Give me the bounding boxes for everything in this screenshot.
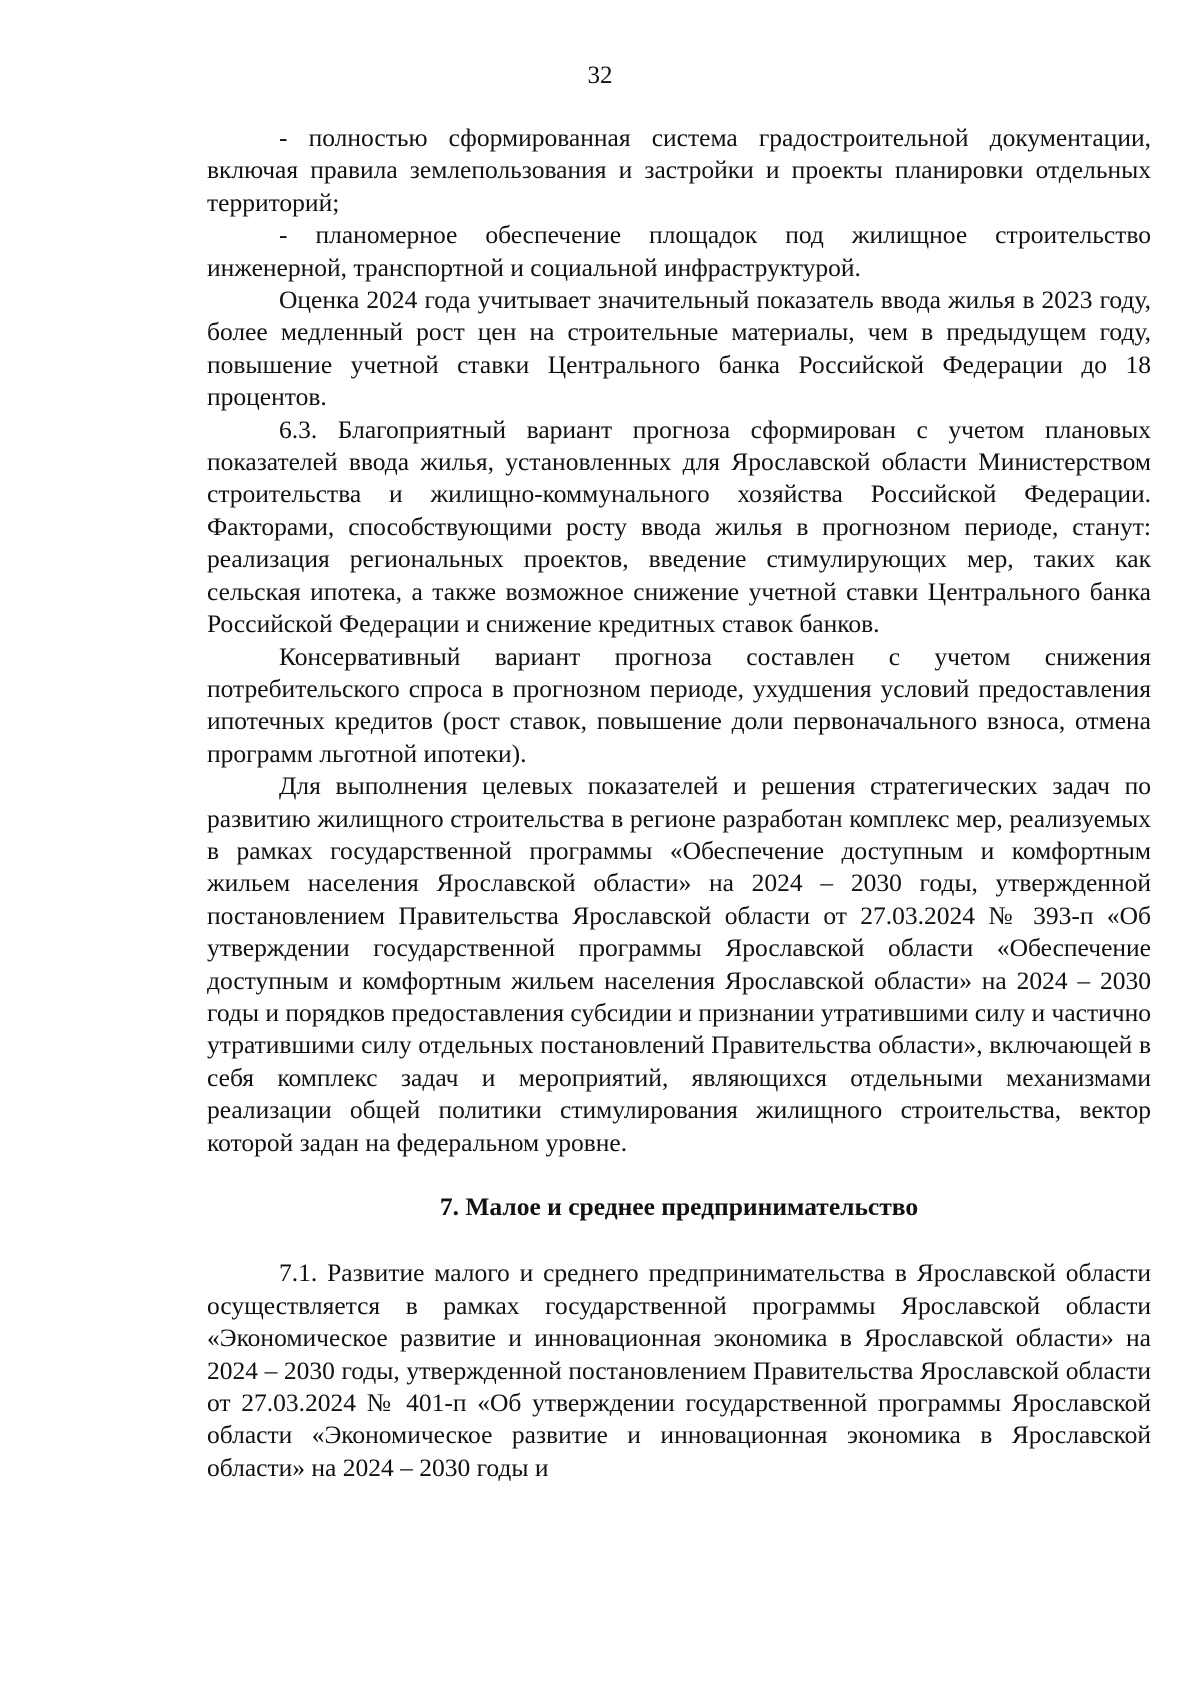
paragraph-infrastructure: - планомерное обеспечение площадок под жилищное строительство инженерной, транспортной и социальной инфраструктурой. (207, 220, 1151, 282)
section-heading: 7. Малое и среднее предпринимательство (439, 1192, 919, 1221)
paragraph-conservative-forecast: Консервативный вариант прогноза составлен с учетом снижения потребительского спроса в прогнозном периоде, ухудшения условий предоставления ипотечных кредитов (рост ставок, повышение доли первоначального взноса, отмена программ льготной ипотеки). (207, 641, 1151, 768)
paragraph-small-business: 7.1. Развитие малого и среднего предпринимательства в Ярославской области осуществляется в рамках государственной программы Ярославской области «Экономическое развитие и инновационная экономика в Ярославской области» на 2024 – 2030 годы, утвержденной постановлением Правительства Ярославской области от 27.03.2024 № 401-п «Об утверждении государственной программы Ярославской области «Экономическое развитие и инновационная экономика в Ярославской области» на 2024 – 2030 годы и (207, 1258, 1151, 1482)
document-body (207, 122, 1151, 1484)
paragraph-housing-program: Для выполнения целевых показателей и решения стратегических задач по развитию жилищного строительства в регионе разработан комплекс мер, реализуемых в рамках государственной программы «Обеспечение доступным и комфортным жильем населения Ярославской области» на 2024 – 2030 годы, утвержденной постановлением Правительства Ярославской области от 27.03.2024 № 393-п «Об утверждении государственной программы Ярославской области «Обеспечение доступным и комфортным жильем населения Ярославской области» на 2024 – 2030 годы и порядков предоставления субсидии и признании утратившими силу и частично утратившими силу отдельных постановлений Правительства области», включающей в себя комплекс задач и мероприятий, являющихся отдельными механизмами реализации общей политики стимулирования жилищного строительства, вектор которой задан на федеральном уровне. (207, 771, 1152, 1157)
paragraph-urban-planning-docs: - полностью сформированная система градостроительной документации, включая правила землепользования и застройки и проекты планировки отдельных территорий; (207, 123, 1151, 217)
paragraph-favorable-forecast: 6.3. Благоприятный вариант прогноза сформирован с учетом плановых показателей ввода жилья, установленных для Ярославской области Министерством строительства и жилищно-коммунального хозяйства Российской Федерации. Факторами, способствующими росту ввода жилья в прогнозном периоде, станут: реализация региональных проектов, введение стимулирующих мер, таких как сельская ипотека, а также возможное снижение учетной ставки Центрального банка Российской Федерации и снижение кредитных ставок банков. (207, 414, 1151, 639)
paragraph-assessment-2024: Оценка 2024 года учитывает значительный показатель ввода жилья в 2023 году, более медленный рост цен на строительные материалы, чем в предыдущем году, повышение учетной ставки Центрального банка Российской Федерации до 18 процентов. (207, 285, 1151, 412)
page-number: 32 (587, 62, 613, 89)
